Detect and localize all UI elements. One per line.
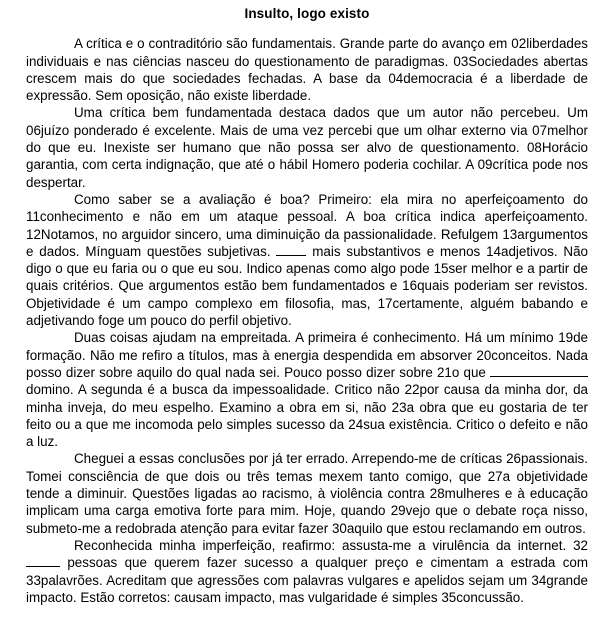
line-number: 35 [441, 589, 457, 605]
paragraph-first-line: Reconhecida minha imperfeição, reafirmo: assusta-me a virulência da internet. [74, 537, 567, 553]
line-text: domino. A segunda é a busca da impessoalidade. Critico não [26, 382, 400, 398]
line-number: 26 [506, 451, 521, 467]
line-number: 13 [502, 226, 518, 242]
line-number: 09 [477, 157, 493, 173]
line-text: de formação. Não me refiro a títulos, mas à energia despendida em absorver [26, 330, 588, 363]
line-text: por causa da minha dor, da minha inveja, do meu espelho. Examino a obra em si, não [26, 382, 588, 415]
line-number: 32 [573, 537, 588, 553]
line-text: mulheres e à educação implicam uma carga emotiva forte para mim. Hoje, quando [26, 486, 588, 519]
line-number: 20 [476, 347, 492, 363]
paragraph [26, 537, 588, 606]
line-text: crítica pode nos despertar. [26, 157, 588, 190]
line-number: 11 [26, 209, 40, 225]
line-text: ser melhor e a partir de quais critérios. Que argumentos estão bem fundamentados e [26, 261, 588, 294]
line-text: quais poderiam ser revistos. Objetividade é um campo complexo em filosofia, mas, [26, 278, 588, 311]
line-text: concussão. [456, 589, 524, 605]
line-text: melhor do que eu. Inexiste ser humano que não possa ser alvo de questionamento. [26, 122, 588, 156]
line-number: 34 [531, 572, 547, 588]
line-text: vejo que o debate roça nisso, submeto-me a redobrada atenção para evitar fazer [26, 503, 588, 536]
line-number: 16 [402, 278, 418, 294]
line-text: mais substantivos e menos [306, 243, 481, 259]
line-text: conceitos. Nada posso dizer sobre aquilo do qual nada sei. Pouco posso dizer sobre [26, 347, 588, 380]
paragraph-first-line: Uma crítica bem fundamentada destaca dados que um autor não percebeu. Um [74, 105, 588, 121]
line-text: juízo ponderado é excelente. Mais de uma vez percebi que um olhar externo via [40, 122, 528, 138]
fill-in-blank[interactable] [276, 255, 306, 256]
paragraph-first-line: Cheguei a essas conclusões por já ter errado. Arrependo-me de críticas [74, 451, 503, 467]
line-text: Sociedades abertas crescem mais do que sociedades fechadas. A base da [26, 53, 588, 86]
line-text: grande impacto. Estão corretos: causam impacto, mas vulgaridade é simples [26, 572, 588, 605]
paragraph-first-line: Duas coisas ajudam na empreitada. A primeira é conhecimento. Há um mínimo [74, 330, 554, 346]
line-text: Notamos, no arguidor sincero, uma diminuição da passionalidade. Refulgem [40, 226, 499, 242]
line-number: 22 [404, 382, 420, 398]
document-body [0, 35, 614, 606]
line-text: pessoas que querem fazer sucesso a qualquer preço e cimentam a estrada com [60, 555, 588, 571]
line-number: 19 [558, 330, 574, 346]
fill-in-blank[interactable] [490, 376, 588, 377]
line-number: 28 [429, 486, 445, 502]
paragraph-first-line: A crítica e o contraditório são fundamentais. Grande parte do avanço em [74, 36, 508, 52]
paragraph [26, 104, 588, 190]
line-number: 07 [532, 122, 548, 138]
line-number: 08 [526, 140, 542, 156]
line-text: adjetivos. Não digo o que eu faria ou o que eu sou. Indico apenas como algo pode [26, 243, 588, 277]
paragraph-first-line: Como saber se a avaliação é boa? Primeiro: ela mira no aperfeiçoamento do [74, 191, 588, 207]
line-number: 06 [26, 122, 41, 138]
line-number: 33 [26, 572, 41, 588]
line-text: argumentos e dados. Mínguam questões subjetivas. [26, 226, 588, 259]
line-text: passionais. Tomei consciência de que dois ou três temas mexem tanto comigo, que [26, 451, 588, 484]
line-number: 24 [348, 416, 364, 432]
line-text: sua existência. Critico o defeito e não a luz. [26, 416, 588, 450]
line-text: palavrões. Acreditam que agressões com palavras vulgares e apelidos sejam um [40, 572, 528, 588]
paragraph [26, 35, 588, 104]
fill-in-blank[interactable] [26, 566, 60, 567]
line-text: conhecimento e não em um ataque pessoal. A boa crítica indica aperfeiçoamento. [39, 209, 588, 225]
line-number: 17 [377, 295, 393, 311]
line-number: 14 [486, 243, 501, 259]
line-number: 23 [391, 399, 407, 415]
line-number: 04 [388, 70, 404, 86]
line-number: 30 [331, 520, 347, 536]
line-number: 15 [433, 261, 449, 277]
line-text: democracia é a liberdade de expressão. Sem oposição, não existe liberdade. [26, 70, 588, 104]
page-title: Insulto, logo existo [244, 6, 370, 21]
line-text: o que [451, 364, 490, 380]
line-text: certamente, alguém babando e adjetivando foge um pouco do perfil objetivo. [26, 295, 588, 329]
line-text: Horácio garantia, com certa indignação, que até o hábil Homero poderia cochilar. A [26, 140, 588, 173]
line-text: a obra que eu gostaria de ter feito ou a que me incomoda pelo simples sucesso da [26, 399, 588, 432]
line-text: aquilo que estou reclamando em outros. [346, 520, 586, 536]
line-number: 27 [487, 468, 503, 484]
line-text: liberdades individuais e nas ciências nasceu do questionamento de paradigmas. [26, 36, 588, 69]
line-text: a objetividade tende a diminuir. Questões ligadas ao racismo, à violência contra [26, 468, 588, 502]
line-number: 29 [390, 503, 406, 519]
line-number: 03 [453, 53, 469, 69]
paragraph [26, 450, 588, 536]
paragraph [26, 329, 588, 450]
line-number: 02 [511, 36, 527, 52]
line-number: 12 [26, 226, 41, 242]
line-number: 21 [436, 364, 452, 380]
paragraph [26, 191, 588, 329]
